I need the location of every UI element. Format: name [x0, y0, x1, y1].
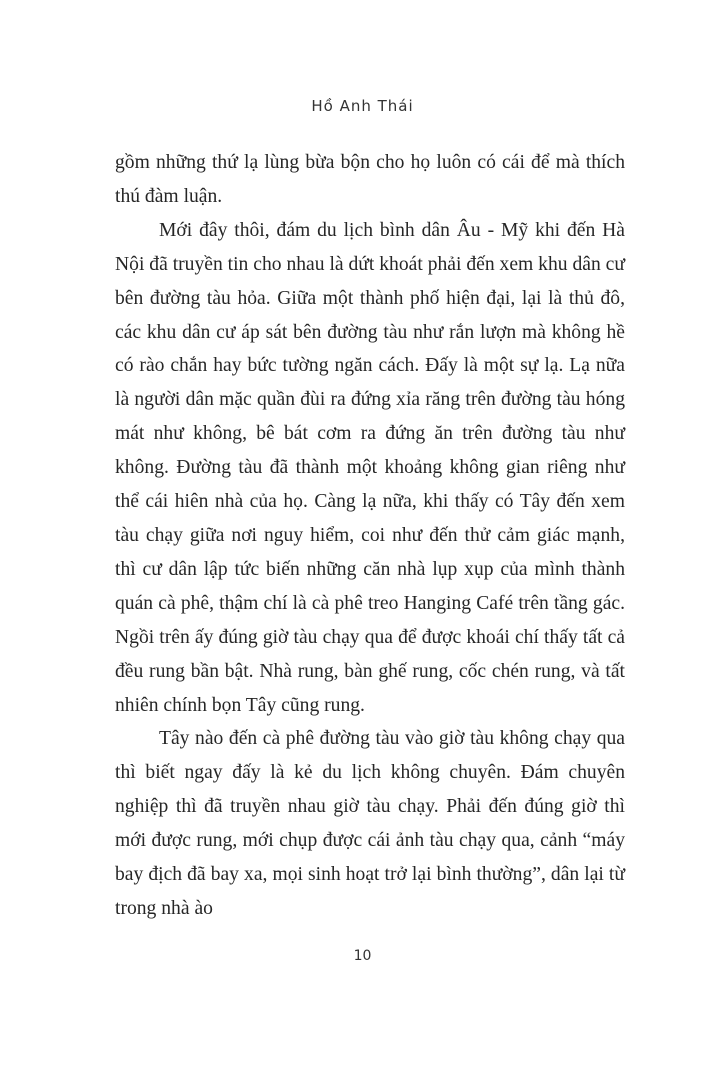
paragraph: Mới đây thôi, đám du lịch bình dân Âu - Mỹ khi đến Hà Nội đã truyền tin cho nhau là dứt khoát phải đến xem khu dân cư bên đường tàu hỏa. Giữa một thành phố hiện đại, lại là thủ đô, các khu dân cư áp sát bên đường tàu như rắn lượn mà không hề có rào chắn hay bức tường ngăn cách. Đấy là một sự lạ. Lạ nữa là người dân mặc quần đùi ra đứng xỉa răng trên đường tàu hóng mát như không, bê bát cơm ra đứng ăn trên đường tàu như không. Đường tàu đã thành một khoảng không gian riêng như thể cái hiên nhà của họ. Càng lạ nữa, khi thấy có Tây đến xem tàu chạy giữa nơi nguy hiểm, coi như đến thử cảm giác mạnh, thì cư dân lập tức biến những căn nhà lụp xụp của mình thành quán cà phê, thậm chí là cà phê treo Hanging Café trên tầng gác. Ngồi trên ấy đúng giờ tàu chạy qua để được khoái chí thấy tất cả đều rung bần bật. Nhà rung, bàn ghế rung, cốc chén rung, và tất nhiên chính bọn Tây cũng rung. — [115, 219, 625, 716]
paragraph-continuation: gồm những thứ lạ lùng bừa bộn cho họ luôn có cái để mà thích thú đàm luận. — [115, 152, 625, 207]
body-text — [115, 146, 625, 926]
paragraph: Tây nào đến cà phê đường tàu vào giờ tàu không chạy qua thì biết ngay đấy là kẻ du lịch không chuyên. Đám chuyên nghiệp thì đã truyền nhau giờ tàu chạy. Phải đến đúng giờ thì mới được rung, mới chụp được cái ảnh tàu chạy qua, cảnh “máy bay địch đã bay xa, mọi sinh hoạt trở lại bình thường”, dân lại từ trong nhà ào — [115, 728, 625, 919]
page-number: 10 — [353, 948, 372, 964]
running-header-author: Hồ Anh Thái — [311, 97, 414, 115]
